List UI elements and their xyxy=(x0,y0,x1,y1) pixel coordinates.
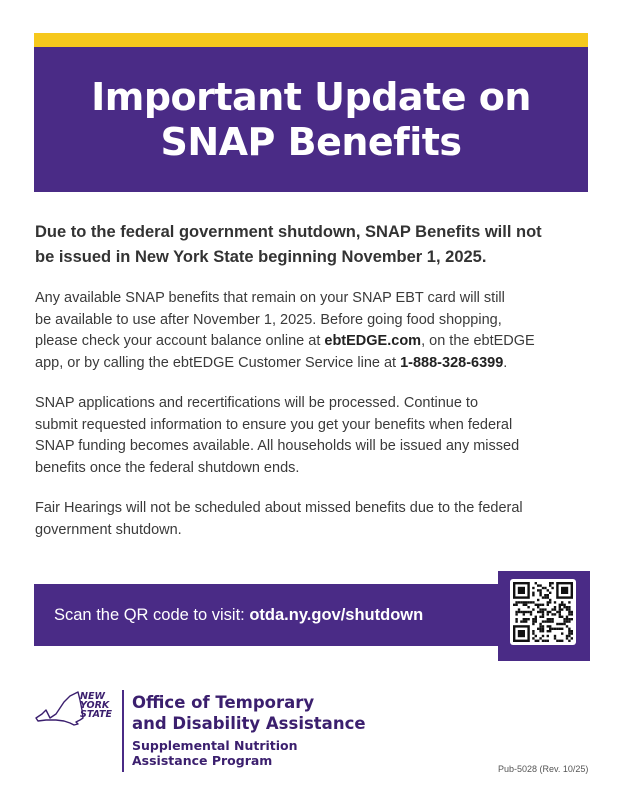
header-banner xyxy=(34,47,588,192)
qr-caption: Scan the QR code to visit: otda.ny.gov/shutdown xyxy=(54,605,424,624)
page-title: Important Update on SNAP Benefits xyxy=(91,74,531,164)
shutdown-url-link[interactable]: otda.ny.gov/shutdown xyxy=(249,605,424,624)
ebt-balance-paragraph: Any available SNAP benefits that remain on your SNAP EBT card will still be available to use after November 1, 2025. Before going food shopping, please check your account balance online at ebtEDGE.com, on the ebtEDGE app, or by calling the ebtEDGE Customer Service line at 1-888-328-6399. xyxy=(35,290,535,371)
ebtedge-link[interactable]: ebtEDGE.com xyxy=(324,333,422,349)
body-content xyxy=(35,220,590,560)
qr-banner xyxy=(34,584,504,646)
applications-paragraph: SNAP applications and recertifications will be processed. Continue to submit requested information to ensure you get your benefits when federal SNAP funding becomes available. All households will be issued any missed benefits once the federal shutdown ends. xyxy=(35,395,520,476)
qr-code-graphic xyxy=(513,582,573,642)
lead-paragraph: Due to the federal government shutdown, SNAP Benefits will not be issued in New York State beginning November 1, 2025. xyxy=(35,223,542,266)
phone-number[interactable]: 1-888-328-6399 xyxy=(400,354,504,371)
ny-state-logo-text: NEW YORK STATE xyxy=(80,691,112,720)
footer-divider xyxy=(122,690,124,772)
fair-hearings-paragraph: Fair Hearings will not be scheduled about missed benefits due to the federal government shutdown. xyxy=(35,500,523,538)
gold-accent-bar xyxy=(34,33,588,47)
qr-frame xyxy=(498,571,590,661)
agency-name: Office of Temporary and Disability Assistance Supplemental Nutrition Assistance Program xyxy=(132,693,366,768)
publication-reference: Pub-5028 (Rev. 10/25) xyxy=(498,764,589,774)
qr-code-icon[interactable] xyxy=(510,579,576,645)
